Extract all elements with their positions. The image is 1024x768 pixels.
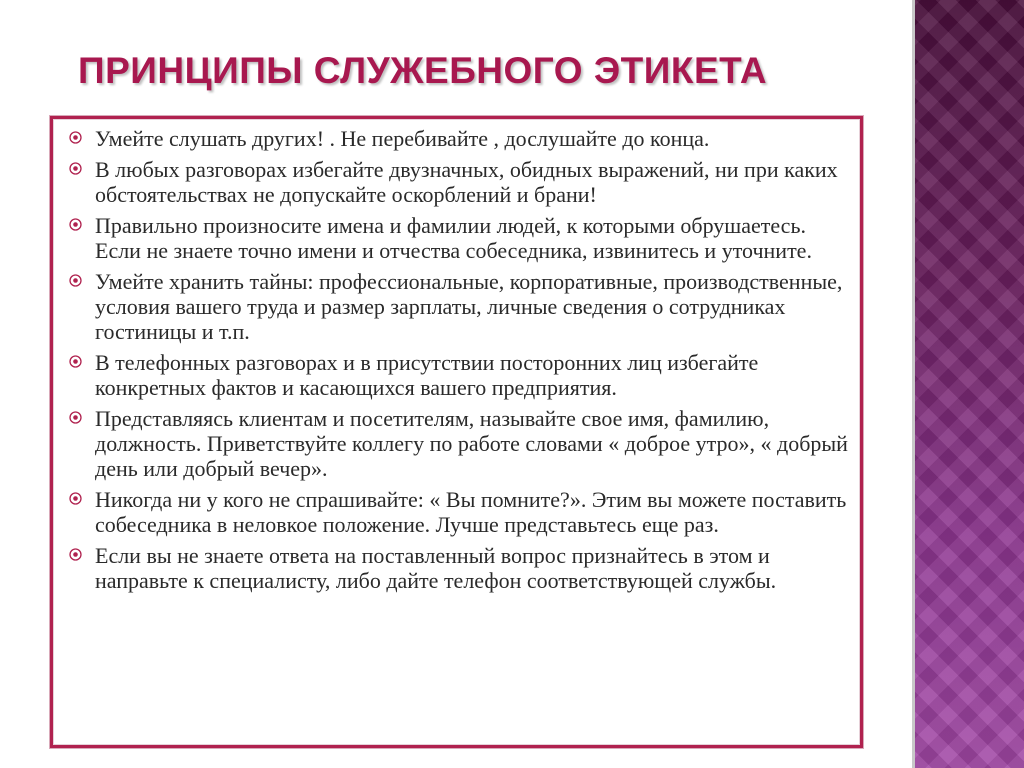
bullet-item [69, 213, 850, 263]
circle-dot-bullet-icon [69, 492, 82, 505]
bullet-item [69, 487, 850, 537]
bullet-item [69, 406, 850, 481]
circle-dot-bullet-icon [69, 355, 82, 368]
bullet-text: Умейте хранить тайны: профессиональные, корпоративные, производственные, условия вашего труда и размер зарплаты, личные сведения о сотрудниках гостиницы и т.п. [95, 269, 843, 344]
bullet-text: Никогда ни у кого не спрашивайте: « Вы помните?». Этим вы можете поставить собеседника в неловкое положение. Лучше представьтесь еще раз. [95, 487, 847, 537]
bullet-text: Если вы не знаете ответа на поставленный вопрос признайтесь в этом и направьте к специалисту, либо дайте телефон соответствующей службы. [95, 543, 777, 593]
bullet-item [69, 157, 850, 207]
bullet-item [69, 126, 850, 151]
circle-dot-bullet-icon [69, 411, 82, 424]
bullet-list [69, 126, 850, 593]
bullet-text: Правильно произносите имена и фамилии людей, к которыми обрушаетесь. Если не знаете точно имени и отчества собеседника, извинитесь и уточните. [95, 213, 812, 263]
circle-dot-bullet-icon [69, 218, 82, 231]
content-box [50, 116, 863, 748]
circle-dot-bullet-icon [69, 274, 82, 287]
circle-dot-bullet-icon [69, 548, 82, 561]
bullet-text: В телефонных разговорах и в присутствии посторонних лиц избегайте конкретных фактов и касающихся вашего предприятия. [95, 350, 759, 400]
bullet-text: Представляясь клиентам и посетителям, называйте свое имя, фамилию, должность. Приветствуйте коллегу по работе словами « доброе утро», « добрый день или добрый вечер». [95, 406, 848, 481]
bullet-text: Умейте слушать других! . Не перебивайте , дослушайте до конца. [95, 126, 710, 151]
bullet-text: В любых разговорах избегайте двузначных, обидных выражений, ни при каких обстоятельствах не допускайте оскорблений и брани! [95, 157, 838, 207]
circle-dot-bullet-icon [69, 131, 82, 144]
circle-dot-bullet-icon [69, 162, 82, 175]
bullet-item [69, 350, 850, 400]
bullet-item [69, 269, 850, 344]
slide-title: ПРИНЦИПЫ СЛУЖЕБНОГО ЭТИКЕТА [78, 50, 768, 91]
decorative-side-band [912, 0, 1024, 768]
bullet-item [69, 543, 850, 593]
